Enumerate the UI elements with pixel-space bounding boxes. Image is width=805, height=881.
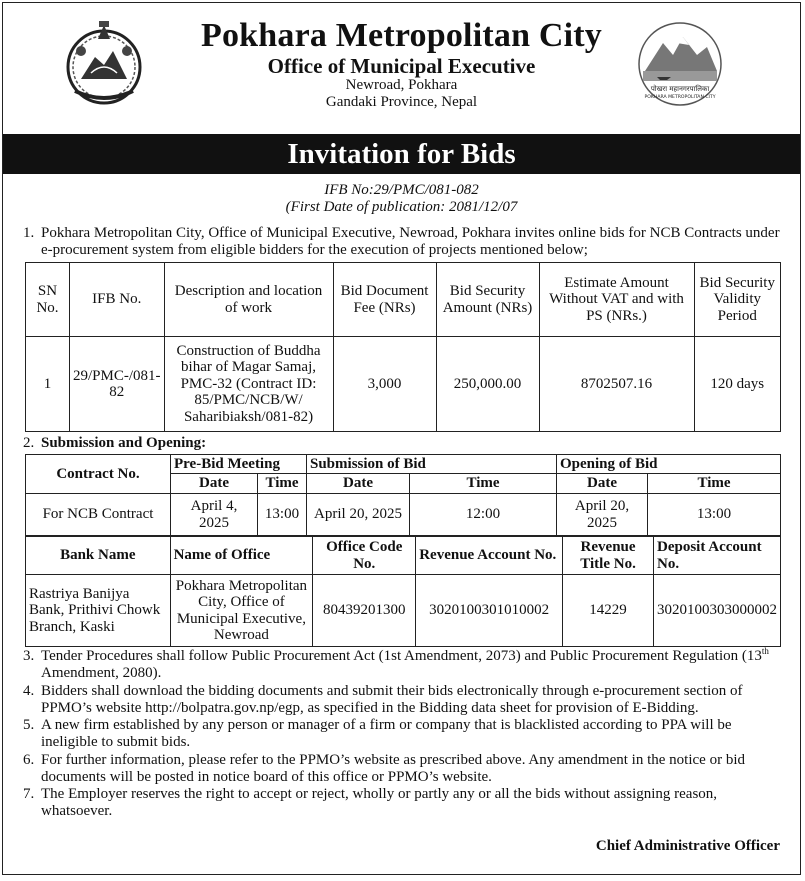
header-security: Bid Security Amount (NRs) [436, 263, 539, 337]
paragraph-1: 1. Pokhara Metropolitan City, Office of Municipal Executive, Newroad, Pokhara invites online bids for NCB Contracts under e-procurement system from eligible bidders for the execution of projects mentioned below; [23, 225, 780, 258]
ifb-number: IFB No:29/PMC/081-082 [324, 182, 479, 198]
header-description: Description and location of work [164, 263, 333, 337]
header-deposit-account: Deposit Account No. [654, 537, 781, 575]
header-opening: Opening of Bid [557, 455, 781, 474]
header-submission: Submission of Bid [307, 455, 557, 474]
bid-table [25, 262, 781, 432]
paragraph-2: 2. Submission and Opening: [23, 435, 207, 451]
header-prebid: Pre-Bid Meeting [171, 455, 307, 474]
paragraph-7: 7. The Employer reserves the right to accept or reject, wholly or partly any or all the bids without assigning reason, whatsoever. [23, 786, 718, 819]
table-row [26, 494, 781, 536]
cell-security: 250,000.00 [436, 337, 539, 432]
table-row [26, 337, 781, 432]
cell-doc-fee: 3,000 [333, 337, 436, 432]
paragraph-3: 3. Tender Procedures shall follow Public Procurement Act (1st Amendment, 2073) and Public Procurement Regulation (13th Amendment, 2080). [23, 646, 769, 681]
cell-estimate: 8702507.16 [539, 337, 694, 432]
cell-contract: For NCB Contract [26, 494, 171, 536]
header-validity: Bid Security Validity Period [694, 263, 780, 337]
paragraph-5: 5. A new firm established by any person or manager of a firm or company that is blacklisted according to PPA will be ineligible to submit bids. [23, 717, 732, 750]
banner-title: Invitation for Bids [3, 134, 800, 174]
header-opening-time: Time [648, 474, 781, 494]
cell-prebid-time: 13:00 [258, 494, 307, 536]
cell-revenue-title: 14229 [563, 575, 654, 647]
schedule-table [25, 454, 781, 536]
header-submission-date: Date [307, 474, 410, 494]
paragraph-6: 6. For further information, please refer to the PPMO’s website as prescribed above. Any amendment in the notice or bid documents will be posted in notice board of this office or PPMO’s website. [23, 752, 745, 785]
cell-office-code: 80439201300 [313, 575, 416, 647]
logo-caption-en: POKHARA METROPOLITAN CITY [644, 95, 716, 100]
pokhara-logo-icon [637, 21, 723, 107]
signature: Chief Administrative Officer [595, 838, 780, 854]
header-estimate: Estimate Amount Without VAT and with PS (NRs.) [539, 263, 694, 337]
header-office-code: Office Code No. [313, 537, 416, 575]
header-doc-fee: Bid Document Fee (NRs) [333, 263, 436, 337]
header-bank-name: Bank Name [26, 537, 171, 575]
header-contract-no: Contract No. [26, 455, 171, 494]
paragraph-4: 4. Bidders shall download the bidding documents and submit their bids electronically through e-procurement section of PPMO’s website http://bolpatra.gov.np/egp, as specified in the Bidding data sheet for provision of E-Bidding. [23, 683, 743, 716]
header-revenue-title: Revenue Title No. [563, 537, 654, 575]
header-prebid-date: Date [171, 474, 258, 494]
header-submission-time: Time [410, 474, 557, 494]
cell-deposit-account: 3020100303000002 [654, 575, 781, 647]
cell-submission-date: April 20, 2025 [307, 494, 410, 536]
header-revenue-account: Revenue Account No. [416, 537, 563, 575]
logo-caption: पोखरा महानगरपालिका [650, 85, 710, 93]
cell-sn: 1 [26, 337, 70, 432]
notice-page [2, 2, 801, 875]
header-opening-date: Date [557, 474, 648, 494]
cell-opening-date: April 20, 2025 [557, 494, 648, 536]
cell-opening-time: 13:00 [648, 494, 781, 536]
address-line-1: Newroad, Pokhara [345, 77, 458, 93]
cell-description: Construction of Buddha bihar of Magar Samaj, PMC-32 (Contract ID: 85/PMC/NCB/W/ Saharibiaksh/081-82) [164, 337, 333, 432]
bank-table [25, 536, 781, 647]
bid-table-header-row [26, 263, 781, 337]
header-office-name: Name of Office [170, 537, 313, 575]
cell-revenue-account: 3020100301010002 [416, 575, 563, 647]
address-line-2: Gandaki Province, Nepal [325, 94, 478, 110]
first-publication-date: (First Date of publication: 2081/12/07 [285, 199, 518, 215]
cell-ifb: 29/PMC-/081-82 [70, 337, 165, 432]
cell-office-name: Pokhara Metropolitan City, Office of Municipal Executive, Newroad [170, 575, 313, 647]
cell-prebid-date: April 4, 2025 [171, 494, 258, 536]
cell-validity: 120 days [694, 337, 780, 432]
cell-submission-time: 12:00 [410, 494, 557, 536]
cell-bank-name: Rastriya Banijya Bank, Prithivi Chowk Branch, Kaski [26, 575, 171, 647]
header-prebid-time: Time [258, 474, 307, 494]
ifb-block [3, 182, 800, 216]
header-ifb: IFB No. [70, 263, 165, 337]
header [3, 3, 800, 133]
table-row [26, 575, 781, 647]
office-name: Office of Municipal Executive [267, 54, 536, 78]
bank-header-row [26, 537, 781, 575]
header-sn: SN No. [26, 263, 70, 337]
page-title: Pokhara Metropolitan City [200, 17, 602, 54]
